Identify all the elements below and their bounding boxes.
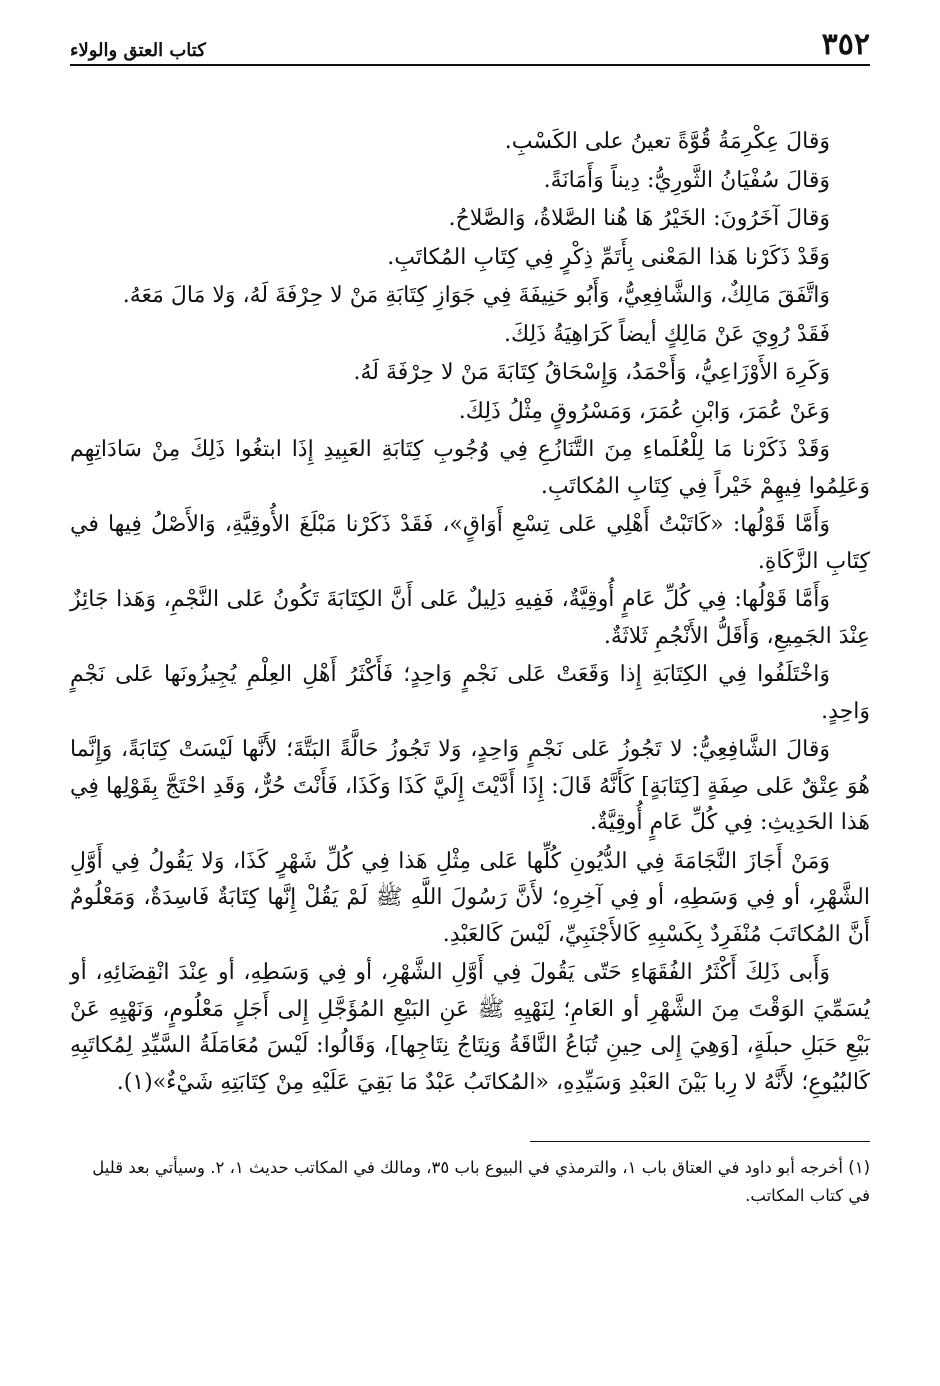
main-text	[70, 124, 870, 1101]
paragraph: وَاتَّفَقَ مَالِكٌ، وَالشَّافِعِيُّ، وَأَبُو حَنِيفَةَ فِي جَوَازِ كِتَابَةِ مَنْ لا حِرْفَةَ لَهُ، وَلا مَالَ مَعَهُ.	[122, 283, 830, 308]
paragraph: فَقَدْ رُوِيَ عَنْ مَالِكٍ أيضاً كَرَاهِيَةُ ذَلِكَ.	[503, 321, 830, 347]
footnote: (١) أخرجه أبو داود في العتاق باب ١، والترمذي في البيوع باب ٣٥، ومالك في المكاتب حديث ١، ٢. وسيأتي بعد قليل في كتاب المكاتب.	[92, 1158, 870, 1205]
paragraph: وَقالَ الشَّافِعِيُّ: لا تَجُوزُ عَلى نَجْمٍ وَاحِدٍ، وَلا تَجُوزُ حَالَّةً البَتَّةَ؛ لأَنَّها لَيْسَتْ كِتَابَةً، وَإِنَّما هُوَ عِتْقٌ عَلى صِفَةٍ [كِتَابَةٍ] كَأَنَّهُ قَالَ: إِذَا أَدَّيْتَ إِلَيَّ كَذَا وَكَذَا، فَأَنْتَ حُرٌّ، وَقَدِ احْتَجَّ بِقَوْلِها فِي هَذا الحَدِيثِ: فِي كُلِّ عَامٍ أُوقِيَّةٌ.	[70, 737, 870, 835]
paragraph: وَأَمَّا قَوْلُها: «كَاتَبْتُ أَهْلِي عَلى تِسْعِ أَوَاقٍ»، فَقَدْ ذَكَرْنا مَبْلَغَ الأُوقِيَّةِ، وَالأَصْلُ فِيها في كِتَابِ الزَّكَاةِ.	[70, 512, 870, 574]
paragraph: وَاخْتَلَفُوا فِي الكِتَابَةِ إِذا وَقَعَتْ عَلى نَجْمٍ وَاحِدٍ؛ فَأَكْثَرُ أَهْلِ العِلْمِ يُجِيزُونَها عَلى نَجْمٍ وَاحِدٍ.	[70, 662, 870, 724]
book-title: كتاب العتق والولاء	[70, 40, 206, 61]
footnote-divider	[530, 1141, 870, 1142]
footnotes	[70, 1154, 870, 1210]
page-number: ٣٥٢	[821, 27, 870, 62]
paragraph: وَقالَ عِكْرِمَةُ قُوَّةً تعينُ على الكَسْبِ.	[504, 129, 830, 154]
paragraph: وَقالَ آخَرُونَ: الخَيْرُ هَا هُنا الصَّلاةُ، وَالصَّلاحُ.	[448, 206, 830, 231]
document-page	[70, 22, 870, 1362]
paragraph: وَقالَ سُفْيَانُ الثَّورِيُّ: دِيناً وَأَمَانَةً.	[543, 167, 830, 193]
paragraph: وَأَمَّا قَوْلُها: فِي كُلِّ عَامٍ أُوقِيَّةٌ، فَفِيهِ دَلِيلٌ عَلى أَنَّ الكِتَابَةَ تَكُونُ عَلى النَّجْمِ، وَهَذا جَائِزٌ عِنْدَ الجَمِيعِ، وَأَقَلُّ الأَنْجُمِ ثَلاثَةٌ.	[70, 587, 870, 649]
paragraph: وَأَبى ذَلِكَ أَكْثَرُ الفُقَهَاءِ حَتّى يَقُولَ فِي أَوَّلِ الشَّهْرِ، أو فِي وَسَطِهِ، أو عِنْدَ انْقِضَائِهِ، أو يُسَمِّيَ الوَقْتَ مِنَ الشَّهْرِ أو العَامِ؛ لِنَهْيِهِ ﷺ عَنِ البَيْعِ المُؤَجَّلِ إِلى أَجَلٍ مَعْلُومٍ، وَنَهْيِهِ عَنْ بَيْعِ حَبَلِ حبلَةٍ، [وَهِيَ إِلى حِينِ تُبَاعُ النَّاقَةُ وَنِتَاجُ نِتَاجِها]، وَقَالُوا: لَيْسَ مُعَامَلَةُ السَّيِّدِ لِمُكاتَبِهِ كَالبُيُوعِ؛ لأَنَّهُ لا رِبا بَيْنَ العَبْدِ وَسَيِّدِهِ، «المُكاتَبُ عَبْدٌ مَا بَقِيَ عَلَيْهِ مِنْ كِتَابَتِهِ شَيْءٌ»(١).	[70, 960, 870, 1095]
running-header	[70, 22, 870, 66]
paragraph: وَكَرِهَ الأَوْزَاعِيُّ، وَأَحْمَدُ، وَإِسْحَاقُ كِتَابَةَ مَنْ لا حِرْفَةَ لَهُ.	[353, 360, 830, 385]
paragraph: وَقَدْ ذَكَرْنا مَا لِلْعُلَماءِ مِنَ التَّنَازُعِ فِي وُجُوبِ كِتَابَةِ العَبِيدِ إِذَا ابتغُوا ذَلِكَ مِنْ سَادَاتِهِم وَعَلِمُوا فِيهِمْ خَيْراً فِي كِتَابِ المُكاتَبِ.	[70, 437, 870, 499]
paragraph: وَمَنْ أَجَازَ النَّجَامَةَ فِي الدُّيُونِ كُلِّها عَلى مِثْلِ هَذا فِي كُلِّ شَهْرٍ كَذَا، وَلا يَقُولُ فِي أَوَّلِ الشَّهْرِ، أو فِي وَسَطِهِ، أو فِي آخِرِهِ؛ لأَنَّ رَسُولَ اللَّهِ ﷺ لَمْ يَقُلْ إِنَّها كِتَابَةٌ فَاسِدَةٌ، وَمَعْلُومٌ أَنَّ المُكاتَبَ مُنْفَرِدٌ بِكَسْبِهِ كَالأَجْنَبِيِّ، لَيْسَ كَالعَبْدِ.	[70, 848, 870, 947]
paragraph: وَعَنْ عُمَرَ، وَابْنِ عُمَرَ، وَمَسْرُوقٍ مِثْلُ ذَلِكَ.	[458, 398, 830, 424]
paragraph: وَقَدْ ذَكَرْنا هَذا المَعْنى بِأَتَمِّ ذِكْرٍ فِي كِتَابِ المُكاتَبِ.	[387, 244, 830, 270]
